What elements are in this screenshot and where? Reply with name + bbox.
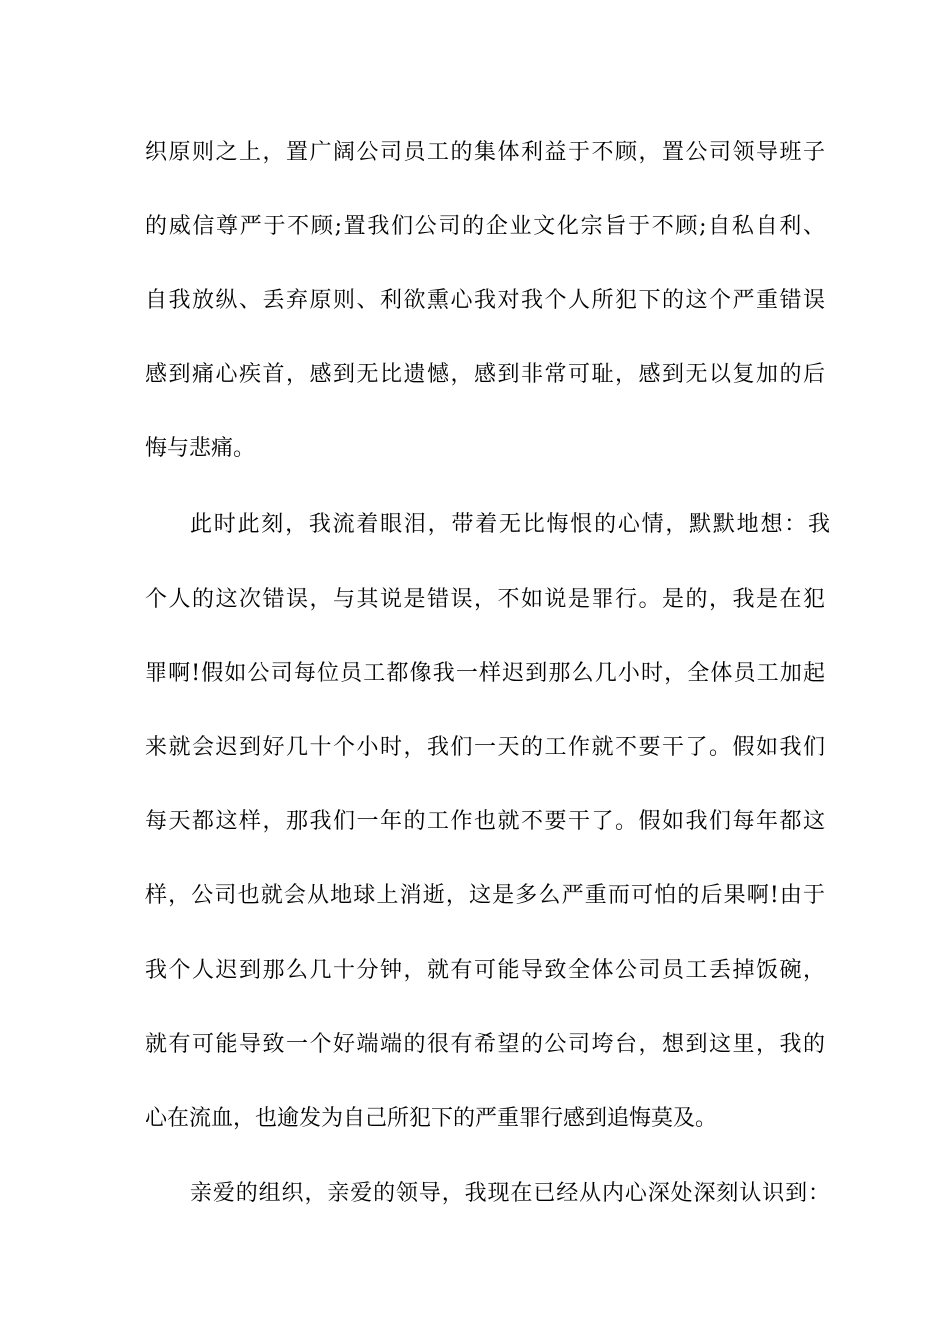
paragraph-line: 心在流血，也逾发为自己所犯下的严重罪行感到追悔莫及。 [145, 1106, 718, 1131]
paragraph-line: 悔与悲痛。 [145, 436, 256, 461]
paragraph-line: 个人的这次错误，与其说是错误，不如说是罪行。是的，我是在犯 [145, 587, 825, 612]
paragraph-line: 我个人迟到那么几十分钟，就有可能导致全体公司员工丢掉饭碗， [145, 958, 825, 983]
paragraph-line: 样，公司也就会从地球上消逝，这是多么严重而可怕的后果啊!由于 [145, 883, 825, 908]
paragraph-line: 来就会迟到好几十个小时，我们一天的工作就不要干了。假如我们 [145, 735, 825, 760]
paragraph-line: 罪啊!假如公司每位员工都像我一样迟到那么几小时，全体员工加起 [145, 661, 825, 686]
paragraph-first-line: 亲爱的组织，亲爱的领导，我现在已经从内心深处深刻认识到： [190, 1181, 830, 1206]
paragraph-line: 的威信尊严于不顾;置我们公司的企业文化宗旨于不顾;自私自利、 [145, 214, 825, 239]
paragraph-line: 就有可能导致一个好端端的很有希望的公司垮台，想到这里，我的 [145, 1032, 825, 1057]
paragraph-line: 织原则之上，置广阔公司员工的集体利益于不顾，置公司领导班子 [145, 140, 825, 165]
paragraph-line: 感到痛心疾首，感到无比遗憾，感到非常可耻，感到无以复加的后 [145, 362, 825, 387]
paragraph-line: 自我放纵、丢弃原则、利欲熏心我对我个人所犯下的这个严重错误 [145, 288, 825, 313]
paragraph-first-line: 此时此刻，我流着眼泪，带着无比悔恨的心情，默默地想：我 [190, 512, 830, 537]
paragraph-line: 每天都这样，那我们一年的工作也就不要干了。假如我们每年都这 [145, 809, 825, 834]
